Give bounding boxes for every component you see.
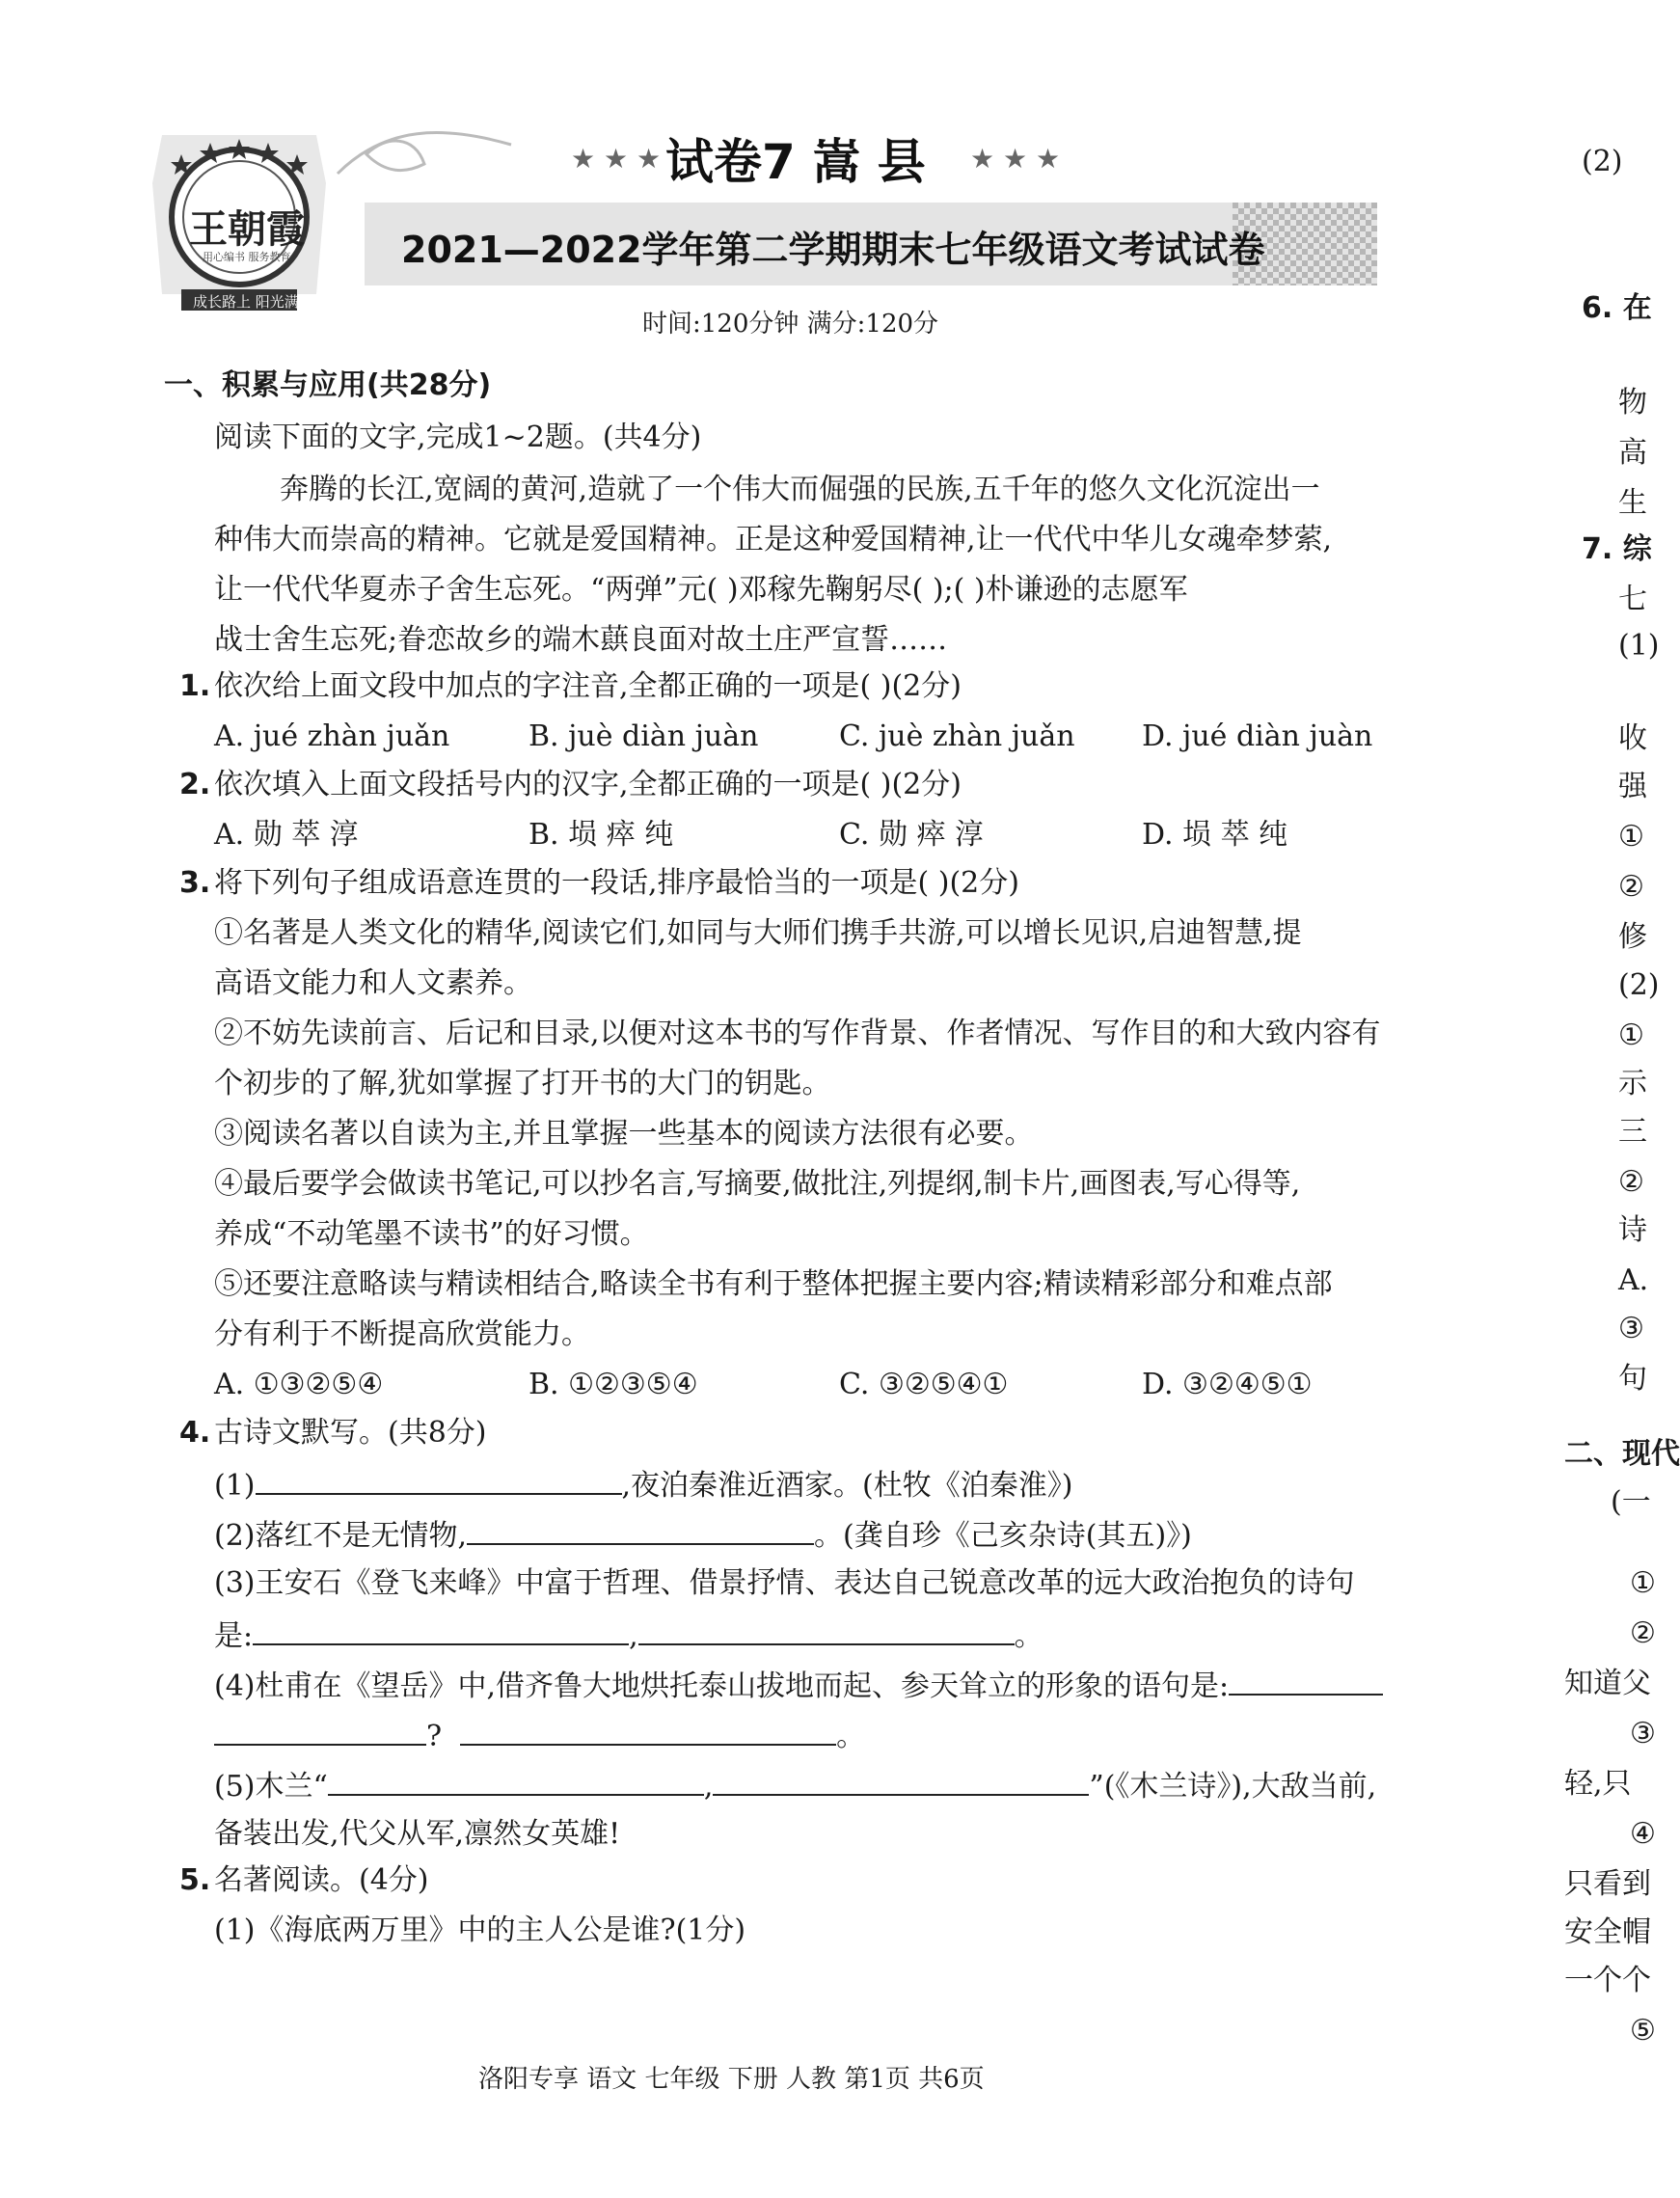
right-line-34: ⑤ — [1630, 2014, 1656, 2048]
q4-part2-text-b: 。(龚自珍《己亥杂诗(其五)》) — [814, 1519, 1192, 1553]
q4-part5-text-b: ”(《木兰诗》),大敌当前, — [1089, 1770, 1377, 1804]
right-line-31: 只看到 — [1564, 1867, 1651, 1901]
q4-part3-period: 。 — [1014, 1619, 1043, 1653]
exam-meta: 时间:120分钟 满分:120分 — [642, 310, 939, 339]
page-footer: 洛阳专享 语文 七年级 下册 人教 第1页 共6页 — [478, 2065, 985, 2094]
right-line-19: 诗 — [1618, 1213, 1647, 1247]
q4-part4-qmark: ? — [426, 1720, 443, 1753]
section-heading: 一、积累与应用(共28分) — [164, 368, 492, 402]
q2-stem: 依次填入上面文段括号内的汉字,全都正确的一项是( )(2分) — [214, 768, 962, 801]
q4-part3-comma: , — [629, 1619, 638, 1653]
right-line-28: ③ — [1630, 1717, 1656, 1750]
right-line-9: 收 — [1618, 721, 1647, 755]
q3-sentence-2b: 个初步的了解,犹如掌握了打开书的大门的钥匙。 — [214, 1067, 831, 1100]
right-line-15: ① — [1618, 1018, 1644, 1052]
q4-part3: (3)王安石《登飞来峰》中富于哲理、借景抒情、表达自己锐意改革的远大政治抱负的诗句 — [214, 1566, 1355, 1600]
q3-sentence-2a: ②不妨先读前言、后记和目录,以便对这本书的写作背景、作者情况、写作目的和大致内容有 — [214, 1017, 1381, 1050]
q3-sentence-4b: 养成“不动笔墨不读书”的好习惯。 — [214, 1217, 649, 1251]
right-line-11: ① — [1618, 820, 1644, 854]
right-line-13: 修 — [1618, 920, 1647, 954]
q1-stem: 依次给上面文段中加点的字注音,全都正确的一项是( )(2分) — [214, 669, 962, 703]
right-line-23: 二、现代 — [1564, 1437, 1680, 1471]
q4-stem: 古诗文默写。(共8分) — [214, 1416, 487, 1450]
right-line-8: (1) — [1618, 629, 1660, 663]
q5-number: 5. — [179, 1863, 211, 1897]
right-line-17: 三 — [1618, 1115, 1647, 1149]
right-line-3: 物 — [1618, 386, 1647, 420]
q3-sentence-1a: ①名著是人类文化的精华,阅读它们,如同与大师们携手共游,可以增长见识,启迪智慧,提 — [214, 916, 1302, 950]
q4-blank-5b[interactable] — [713, 1767, 1089, 1796]
passage-line-1: 奔腾的长江,宽阔的黄河,造就了一个伟大而倔强的民族,五千年的悠久文化沉淀出一 — [280, 473, 1320, 506]
q1-option-d[interactable]: D. jué diàn juàn — [1142, 719, 1373, 753]
q3-option-d[interactable]: D. ③②④⑤① — [1142, 1368, 1313, 1401]
q4-blank-3a[interactable] — [253, 1616, 629, 1645]
stars-right: ★ ★ ★ — [970, 143, 1061, 175]
passage-line-2: 种伟大而崇高的精神。它就是爱国精神。正是这种爱国精神,让一代代中华儿女魂牵梦萦, — [214, 523, 1333, 556]
q4-blank-4c[interactable] — [460, 1717, 836, 1746]
q4-part1 — [214, 1466, 1072, 1504]
q4-part3-prefix: 是: — [214, 1619, 254, 1653]
right-line-5: 生 — [1618, 486, 1647, 520]
q5-stem: 名著阅读。(4分) — [214, 1863, 429, 1897]
q4-part4-text: (4)杜甫在《望岳》中,借齐鲁大地烘托泰山拔地而起、参天耸立的形象的语句是: — [214, 1669, 1230, 1703]
passage-line-4: 战士舍生忘死;眷恋故乡的端木蕻良面对故土庄严宣誓…… — [214, 623, 948, 657]
q4-blank-4b[interactable] — [214, 1717, 426, 1746]
q2-option-d[interactable]: D. 埙 萃 纯 — [1142, 818, 1288, 852]
q4-part4 — [214, 1667, 1383, 1704]
q4-blank-2[interactable] — [467, 1516, 814, 1545]
q4-blank-5a[interactable] — [328, 1767, 704, 1796]
right-line-10: 强 — [1618, 770, 1647, 803]
q4-part3-answer — [214, 1616, 1043, 1654]
reading-intro: 阅读下面的文字,完成1~2题。(共4分) — [214, 421, 702, 454]
q4-part5-cont: 备装出发,代父从军,凛然女英雄! — [214, 1817, 621, 1851]
stars-left: ★ ★ ★ — [571, 143, 662, 175]
q2-option-b[interactable]: B. 埙 瘁 纯 — [528, 818, 674, 852]
q5-sub1: (1)《海底两万里》中的主人公是谁?(1分) — [214, 1913, 746, 1947]
q4-part1-text: ,夜泊秦淮近酒家。(杜牧《泊秦淮》) — [621, 1469, 1073, 1503]
right-line-16: 示 — [1618, 1067, 1647, 1100]
right-line-29: 轻,只 — [1564, 1767, 1632, 1801]
q4-blank-4a[interactable] — [1229, 1667, 1383, 1696]
right-line-14: (2) — [1618, 968, 1660, 1002]
right-line-33: 一个个 — [1564, 1964, 1651, 1997]
exam-title: 试卷7 嵩 县 — [665, 134, 926, 190]
q3-sentence-5a: ⑤还要注意略读与精读相结合,略读全书有利于整体把握主要内容;精读精彩部分和难点部 — [214, 1267, 1333, 1301]
right-line-26: ② — [1630, 1616, 1656, 1650]
q3-option-c[interactable]: C. ③②⑤④① — [839, 1368, 1009, 1401]
logo-brand: 王朝霞 — [189, 207, 305, 252]
q3-stem: 将下列句子组成语意连贯的一段话,排序最恰当的一项是( )(2分) — [214, 866, 1019, 900]
q4-part2 — [214, 1516, 1192, 1554]
q3-sentence-4a: ④最后要学会做读书笔记,可以抄名言,写摘要,做批注,列提纲,制卡片,画图表,写心得等, — [214, 1167, 1301, 1201]
subtitle-bar — [365, 203, 1377, 285]
logo-banner: 成长路上 阳光满天 — [193, 293, 313, 311]
q4-blank-3b[interactable] — [638, 1616, 1015, 1645]
q4-part2-text-a: (2)落红不是无情物, — [214, 1519, 468, 1553]
q3-option-b[interactable]: B. ①②③⑤④ — [528, 1368, 698, 1401]
publisher-logo — [143, 125, 336, 318]
passage-line-3: 让一代代华夏赤子舍生忘死。“两弹”元( )邓稼先鞠躬尽( );( )朴谦逊的志愿军 — [214, 573, 1188, 607]
q4-blank-1[interactable] — [256, 1466, 622, 1495]
q1-number: 1. — [179, 669, 211, 703]
q4-part4-period: 。 — [836, 1720, 866, 1753]
right-line-18: ② — [1618, 1165, 1644, 1199]
right-line-32: 安全帽 — [1564, 1915, 1651, 1949]
right-line-2: 6. 在 — [1582, 291, 1652, 325]
q2-option-a[interactable]: A. 勋 萃 淳 — [214, 818, 359, 852]
q1-option-b[interactable]: B. juè diàn juàn — [528, 719, 759, 753]
q4-part1-label: (1) — [214, 1469, 256, 1503]
right-line-7: 七 — [1618, 583, 1647, 616]
q1-option-a[interactable]: A. jué zhàn juǎn — [214, 719, 450, 753]
q1-option-c[interactable]: C. juè zhàn juǎn — [839, 719, 1075, 753]
right-line-20: A. — [1618, 1263, 1649, 1297]
right-line-4: 高 — [1618, 436, 1647, 470]
q3-sentence-5b: 分有利于不断提高欣赏能力。 — [214, 1317, 590, 1351]
logo-motto: 用心编书 服务教育 — [203, 251, 291, 263]
right-line-22: 句 — [1618, 1362, 1647, 1396]
q2-number: 2. — [179, 768, 211, 801]
q4-part4-cont — [214, 1717, 865, 1754]
exam-subtitle: 2021—2022学年第二学期期末七年级语文考试试卷 — [401, 229, 1265, 271]
right-line-25: ① — [1630, 1566, 1656, 1600]
right-line-21: ③ — [1618, 1312, 1644, 1345]
q4-part5-text-a: (5)木兰“ — [214, 1770, 328, 1804]
q3-number: 3. — [179, 866, 211, 900]
right-line-6: 7. 综 — [1582, 532, 1652, 566]
right-line-12: ② — [1618, 870, 1644, 904]
q4-part5-comma: , — [703, 1770, 714, 1804]
right-line-24: (一 — [1611, 1485, 1651, 1519]
right-line-30: ④ — [1630, 1817, 1656, 1851]
q3-sentence-1b: 高语文能力和人文素养。 — [214, 966, 532, 1000]
q3-sentence-3: ③阅读名著以自读为主,并且掌握一些基本的阅读方法很有必要。 — [214, 1117, 1034, 1151]
right-line-1: (2) — [1582, 145, 1623, 178]
q4-number: 4. — [179, 1416, 211, 1450]
q4-part5 — [214, 1767, 1376, 1805]
q3-option-a[interactable]: A. ①③②⑤④ — [214, 1368, 384, 1401]
q2-option-c[interactable]: C. 勋 瘁 淳 — [839, 818, 985, 852]
right-line-27: 知道父 — [1564, 1667, 1651, 1700]
